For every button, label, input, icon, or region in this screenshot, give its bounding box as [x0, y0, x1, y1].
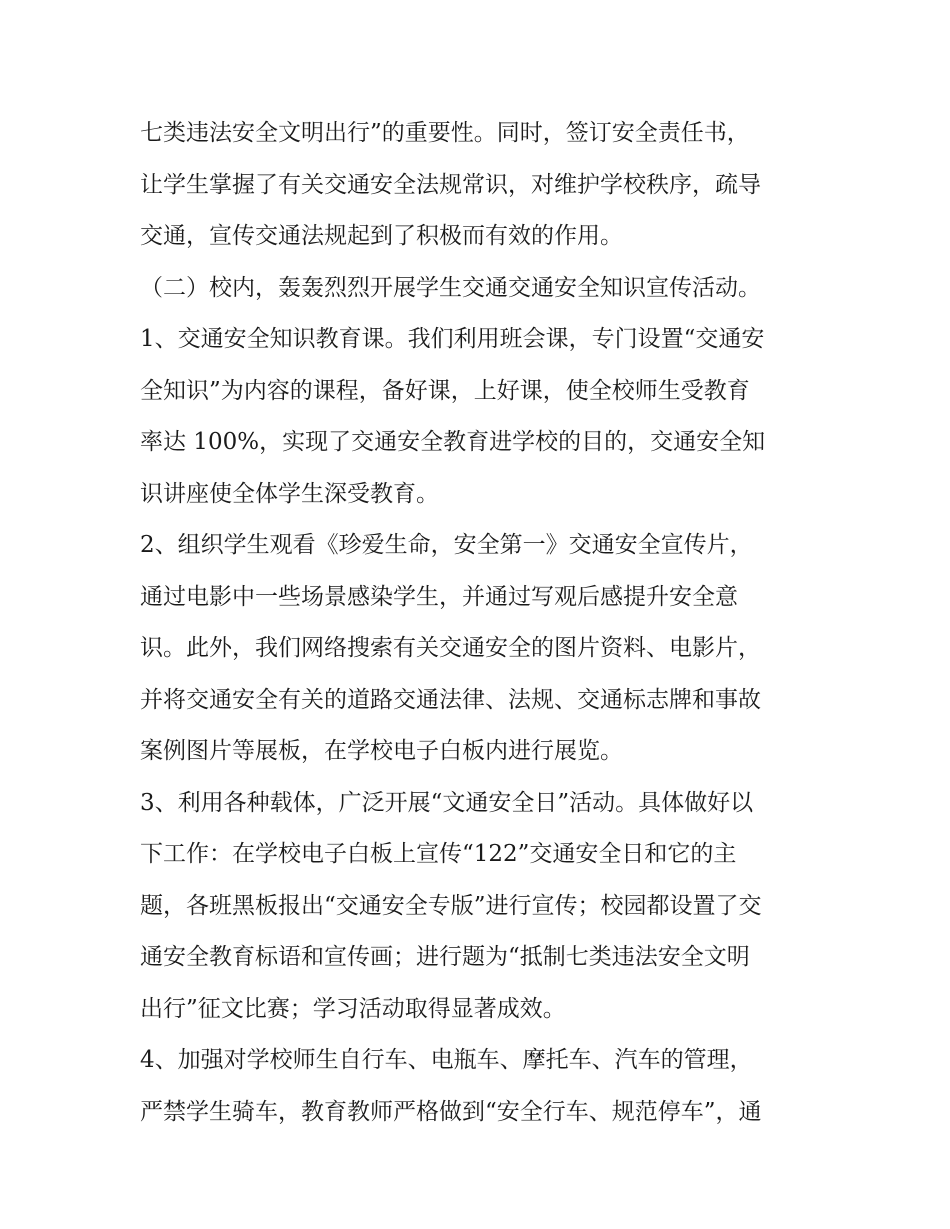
text-line: 1、交通安全知识教育课。我们利用班会课，专门设置“交通安	[140, 326, 765, 352]
text-line: 题，各班黑板报出“交通安全专版”进行宣传；校园都设置了交	[140, 892, 762, 919]
text-line: 下工作：在学校电子白板上宣传“122”交通安全日和它的主	[140, 841, 737, 867]
text-line: 案例图片等展板，在学校电子白板内进行展览。	[140, 738, 623, 764]
text-line: 出行”征文比赛；学习活动取得显著成效。	[140, 995, 566, 1022]
document-body	[140, 108, 820, 1138]
text-line: 七类违法安全文明出行”的重要性。同时，签订安全责任书，	[140, 120, 750, 146]
text-line: 通过电影中一些场景感染学生，并通过写观后感提升安全意	[140, 583, 738, 610]
text-line: 4、加强对学校师生自行车、电瓶车、摩托车、汽车的管理，	[140, 1047, 753, 1073]
text-line: 通安全教育标语和宣传画；进行题为“抵制七类违法安全文明	[140, 944, 750, 970]
text-line: 并将交通安全有关的道路交通法律、法规、交通标志牌和事故	[140, 686, 761, 713]
text-line: 交通，宣传交通法规起到了积极而有效的作用。	[140, 223, 623, 249]
text-line: 全知识”为内容的课程，备好课，上好课，使全校师生受教育	[140, 377, 750, 404]
text-line: 2、组织学生观看《珍爱生命，安全第一》交通安全宣传片，	[140, 532, 753, 558]
text-line: 率达 100%，实现了交通安全教育进学校的目的，交通安全知	[140, 429, 766, 455]
text-line: 严禁学生骑车，教育教师严格做到“安全行车、规范停车”，通	[140, 1098, 762, 1125]
text-line: 3、利用各种载体，广泛开展“文通安全日”活动。具体做好以	[140, 789, 754, 816]
text-line: 让学生掌握了有关交通安全法规常识，对维护学校秩序，疏导	[140, 171, 761, 198]
text-line: 识讲座使全体学生深受教育。	[140, 480, 439, 507]
text-line: 识。此外，我们网络搜索有关交通安全的图片资料、电影片，	[140, 635, 761, 661]
section-heading: （二）校内，轰轰烈烈开展学生交通交通安全知识宣传活动。	[140, 274, 761, 301]
